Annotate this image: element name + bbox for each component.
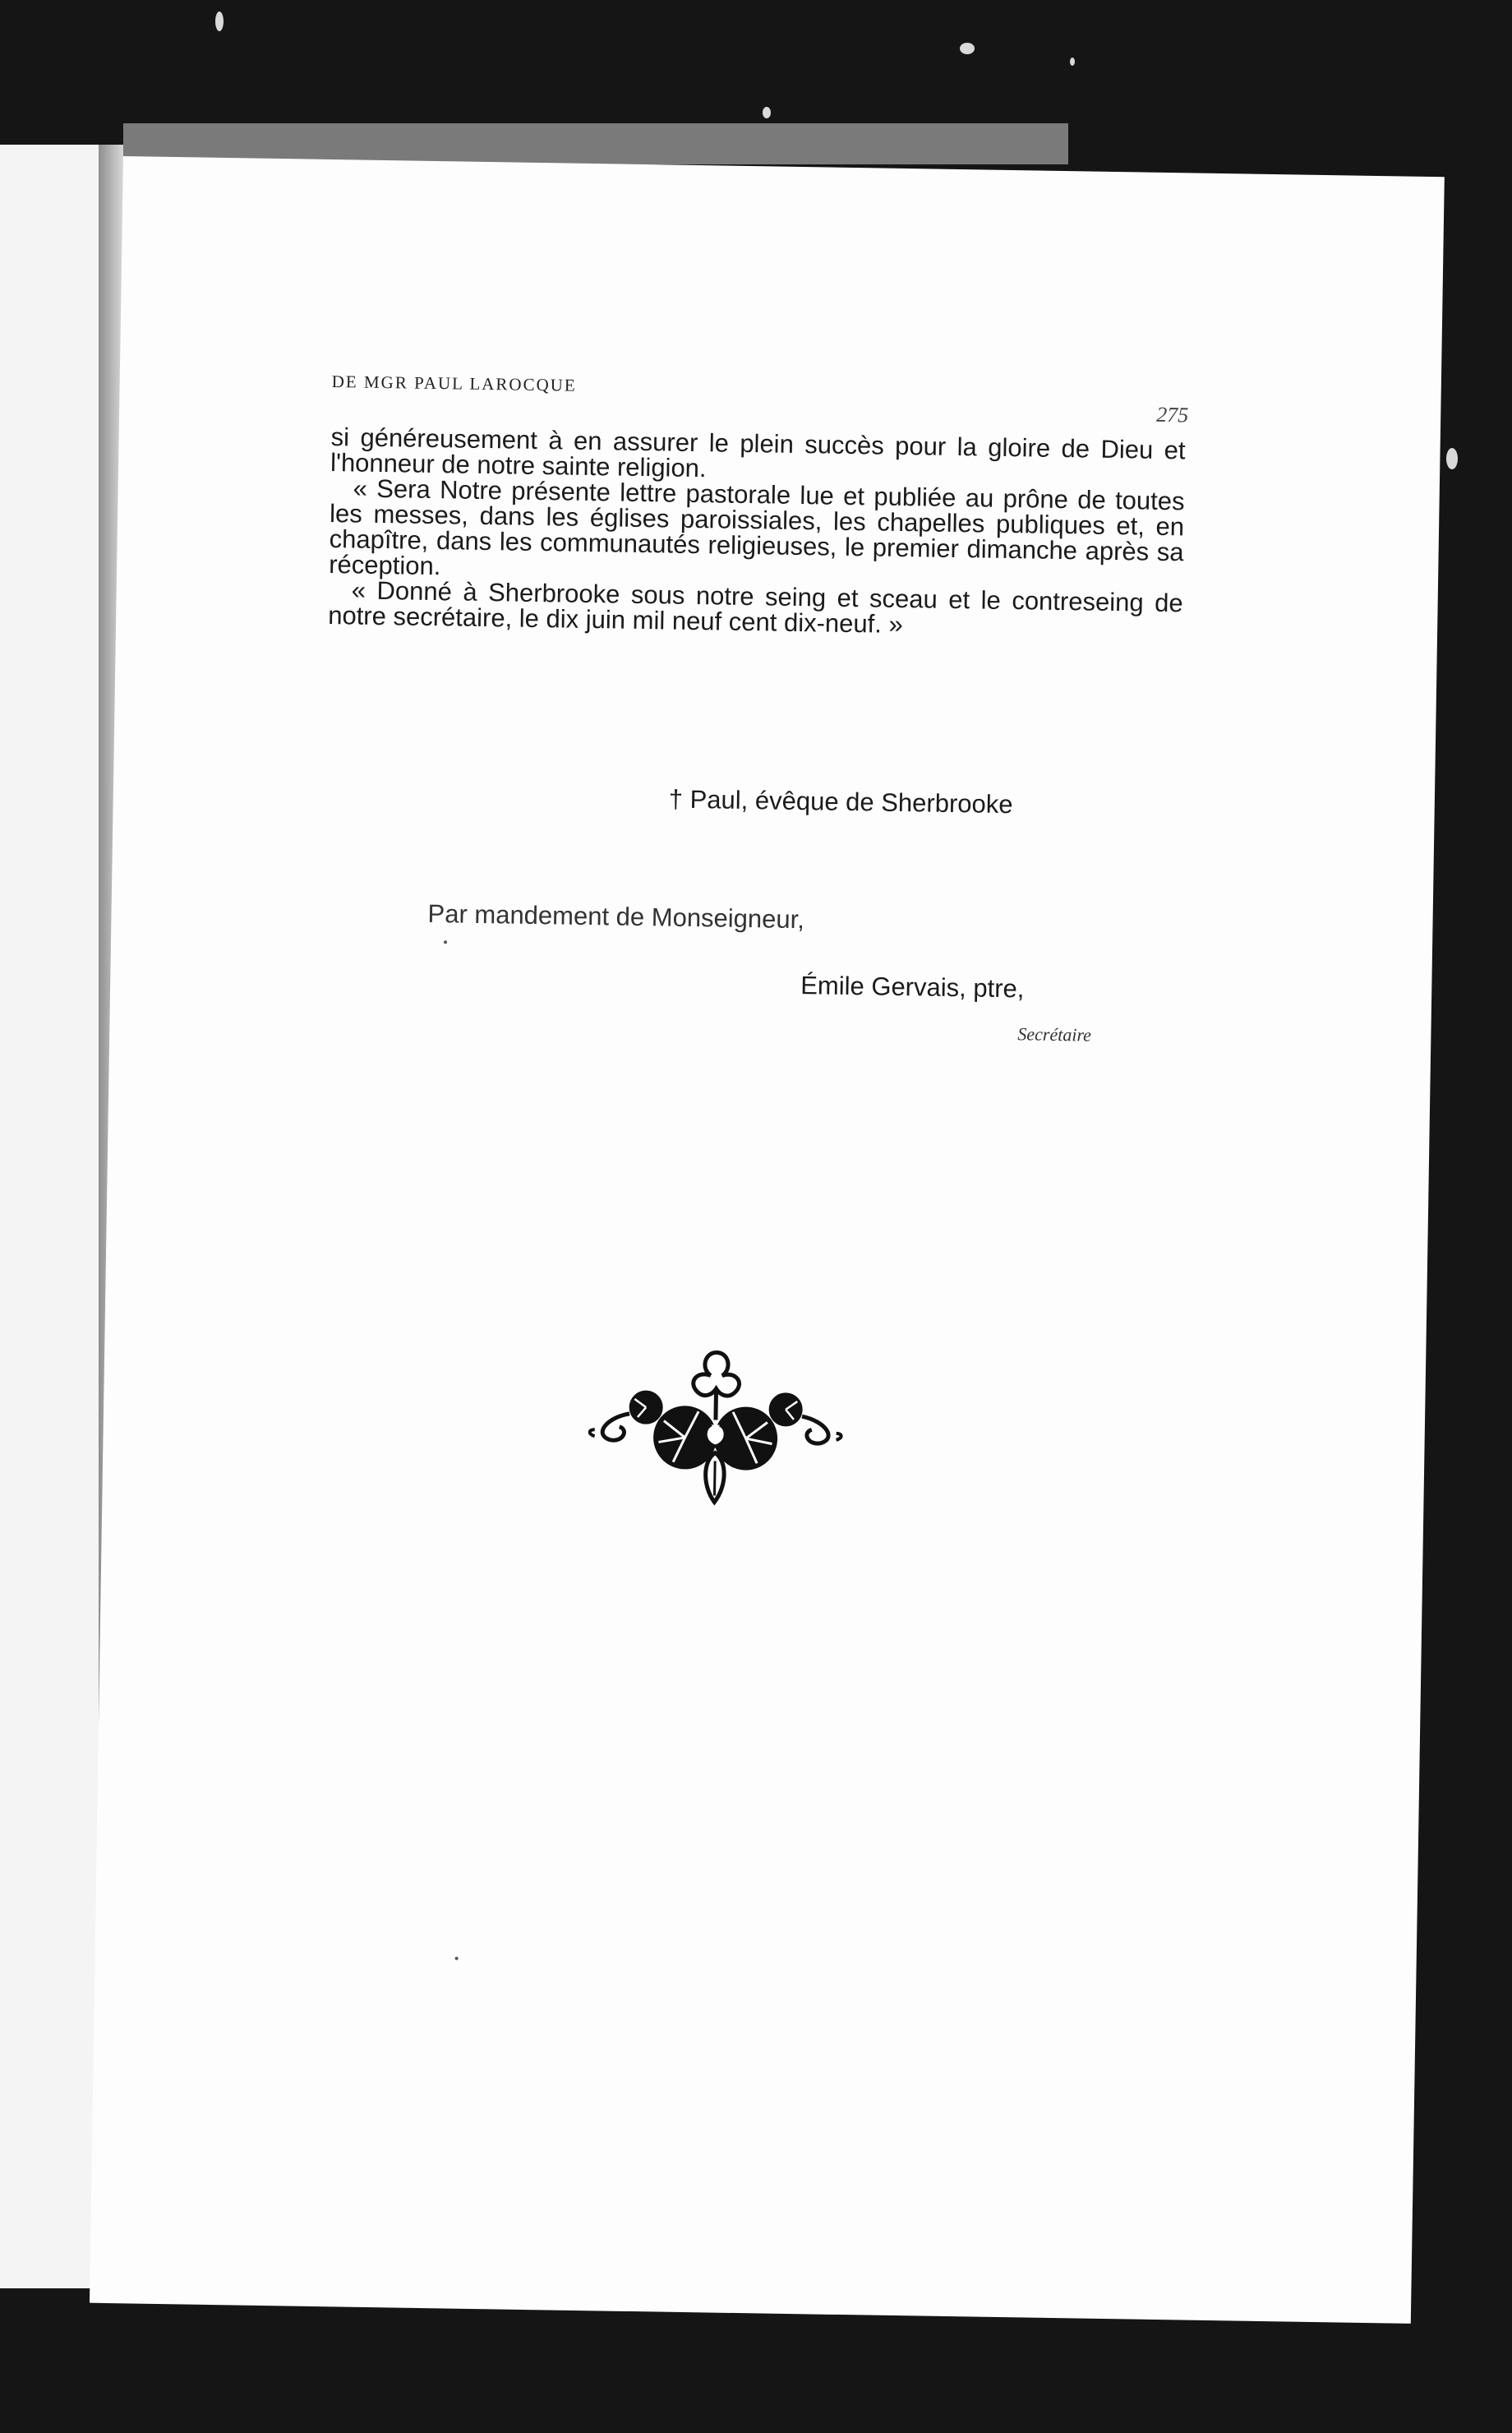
dust-speck [215, 12, 224, 31]
paragraph-pastoral-letter: « Sera Notre présente lettre pastorale lue et publiée au prône de toutes les messes, dans les églises paroissiales, les chapelles publiques et, en chapître, dans les communautés religieuses, le premier dimanche après sa réception. [328, 473, 1185, 581]
secretary-name: Émile Gervais, ptre, [800, 971, 1025, 1004]
dust-speck [763, 107, 771, 118]
dust-speck [1070, 58, 1075, 66]
body-text [328, 424, 1186, 641]
ink-speck [455, 1957, 459, 1960]
paragraph-given-at: « Donné à Sherbrooke sous notre seing et sceau et le contreseing de notre secrétaire, le dix juin mil neuf cent dix-neuf. » [327, 575, 1183, 639]
mandement-line: Par mandement de Monseigneur, [427, 898, 805, 935]
book-page [90, 156, 1445, 2324]
floral-fleuron-ornament-icon [587, 1344, 844, 1512]
page-number: 275 [1155, 402, 1189, 427]
secretary-title: Secrétaire [1017, 1023, 1092, 1046]
running-head: DE MGR PAUL LAROCQUE [331, 372, 577, 395]
dust-speck [1446, 448, 1458, 469]
paragraph-continuation: si généreusement à en assurer le plein succès pour la gloire de Dieu et l'honneur de notre sainte religion. [330, 422, 1186, 483]
facing-page-edge [0, 145, 99, 2288]
dust-speck [960, 43, 975, 54]
bishop-signature: † Paul, évêque de Sherbrooke [668, 784, 1013, 819]
ink-speck [444, 940, 447, 944]
